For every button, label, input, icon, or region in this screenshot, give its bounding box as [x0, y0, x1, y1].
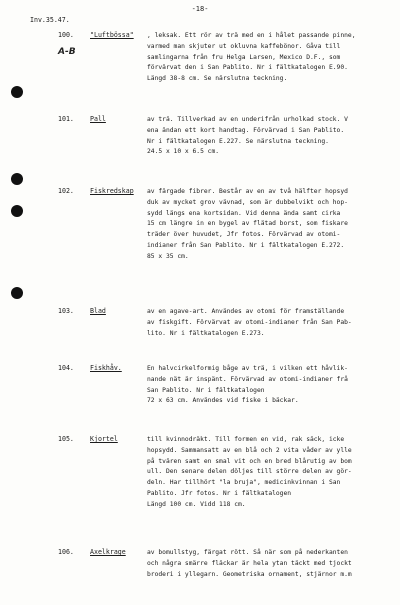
description-line: varmed man skjuter ut okluvna kaffebönor. Gåva till [147, 42, 341, 50]
description-line: av trä. Tillverkad av en underifrån urholkad stock. V [147, 116, 348, 123]
description-line: 85 x 35 cm. [147, 252, 189, 260]
description-line: av fiskgift. Förvärvat av otomi-indianer från San Pab- [147, 318, 352, 326]
entry-term: Fiskredskap [90, 187, 134, 195]
entry-description [147, 364, 399, 407]
entry-description [147, 115, 399, 158]
page-number: -18- [191, 5, 209, 13]
description-line: på tvären samt en smal vit och en bred blårutig av bom [147, 457, 352, 465]
entry-number: 106. [58, 548, 74, 556]
entry-number: 105. [58, 435, 74, 443]
punch-hole [11, 205, 23, 217]
punch-hole [11, 287, 23, 299]
description-line: San Pablito. Nr i fältkatalogen [147, 386, 265, 394]
description-line: till kvinnodräkt. Till formen en vid, rak säck, icke [147, 436, 345, 443]
entry-description [147, 435, 399, 511]
description-line: av bomullstyg, färgat rött. Så när som på nederkanten [147, 549, 348, 556]
description-line: förvärvat den i San Pablito. Nr i fältkatalogen E.90. [147, 64, 348, 72]
description-line: 72 x 63 cm. Användes vid fiske i bäckar. [147, 397, 299, 405]
description-line: nande nät är inspänt. Förvärvad av otomi-indianer frå [147, 375, 348, 383]
description-line: broderi i yllegarn. Geometriska ornament, stjärnor m.m [147, 570, 352, 578]
entry-number: 100. [58, 31, 74, 39]
entry-term: Kjortel [90, 435, 118, 443]
entry-term: "Luftbössa" [90, 31, 134, 39]
entry-term: Fiskhåv. [90, 364, 122, 372]
entry-description [147, 31, 399, 85]
description-line: Längd 38-8 cm. Se närslutna teckning. [147, 75, 288, 83]
description-line: träder över huvudet, Jfr fotos. Förvärvad av otomi- [147, 231, 341, 239]
entry-term: Pall [90, 115, 106, 123]
inventory-number: Inv.35.47. [30, 16, 70, 24]
description-line: ena ändan ett kort handtag. Förvärvad i San Pablito. [147, 126, 345, 134]
entry-number: 104. [58, 364, 74, 372]
entry-term: Blad [90, 307, 106, 315]
description-line: Nr i fältkatalogen E.227. Se närslutna teckning. [147, 137, 329, 145]
description-line: , leksak. Ett rör av trä med en i hålet passande pinne, [147, 32, 356, 39]
description-line: Längd 100 cm. Vidd 118 cm. [147, 500, 246, 508]
punch-hole [11, 86, 23, 98]
handwritten-note: A-B [58, 47, 76, 57]
entry-description [147, 187, 399, 263]
description-line: sydd längs ena kortsidan. Vid denna ända samt cirka [147, 209, 341, 217]
entry-description [147, 307, 399, 339]
description-line: duk av mycket grov vävnad, som är dubbelvikt och hop- [147, 198, 348, 206]
description-line: En halvcirkelformig båge av trä, i vilken ett håvlik- [147, 365, 348, 372]
description-line: Pablito. Jfr fotos. Nr i fältkatalogen [147, 489, 292, 497]
description-line: 24.5 x 10 x 6.5 cm. [147, 148, 220, 156]
description-line: lito. Nr i fältkatalogen E.273. [147, 329, 265, 337]
description-line: deln. Har tillhört "la bruja", medicinkvinnan i San [147, 479, 341, 487]
entry-number: 103. [58, 307, 74, 315]
description-line: samlingarna från fru Helga Larsen, Mexico D.F., som [147, 53, 341, 61]
description-line: av en agave-art. Användes av otomi för framställande [147, 308, 345, 315]
punch-hole [11, 173, 23, 185]
description-line: av färgade fibrer. Består av en av två hälfter hopsyd [147, 188, 348, 195]
entry-description [147, 548, 399, 580]
description-line: indianer från San Pablito. Nr i fältkatalogen E.272. [147, 241, 345, 249]
entry-number: 101. [58, 115, 74, 123]
description-line: 15 cm längre in en bygel av flätad borst, som fiskare [147, 220, 348, 228]
description-line: och några smärre fläckar är hela ytan täckt med tjockt [147, 559, 352, 567]
entry-term: Axelkrage [90, 548, 126, 556]
entry-number: 102. [58, 187, 74, 195]
description-line: ull. Den senare delen döljes till större delen av gör- [147, 468, 352, 476]
description-line: hopsydd. Sammansatt av en blå och 2 vita våder av ylle [147, 446, 352, 454]
